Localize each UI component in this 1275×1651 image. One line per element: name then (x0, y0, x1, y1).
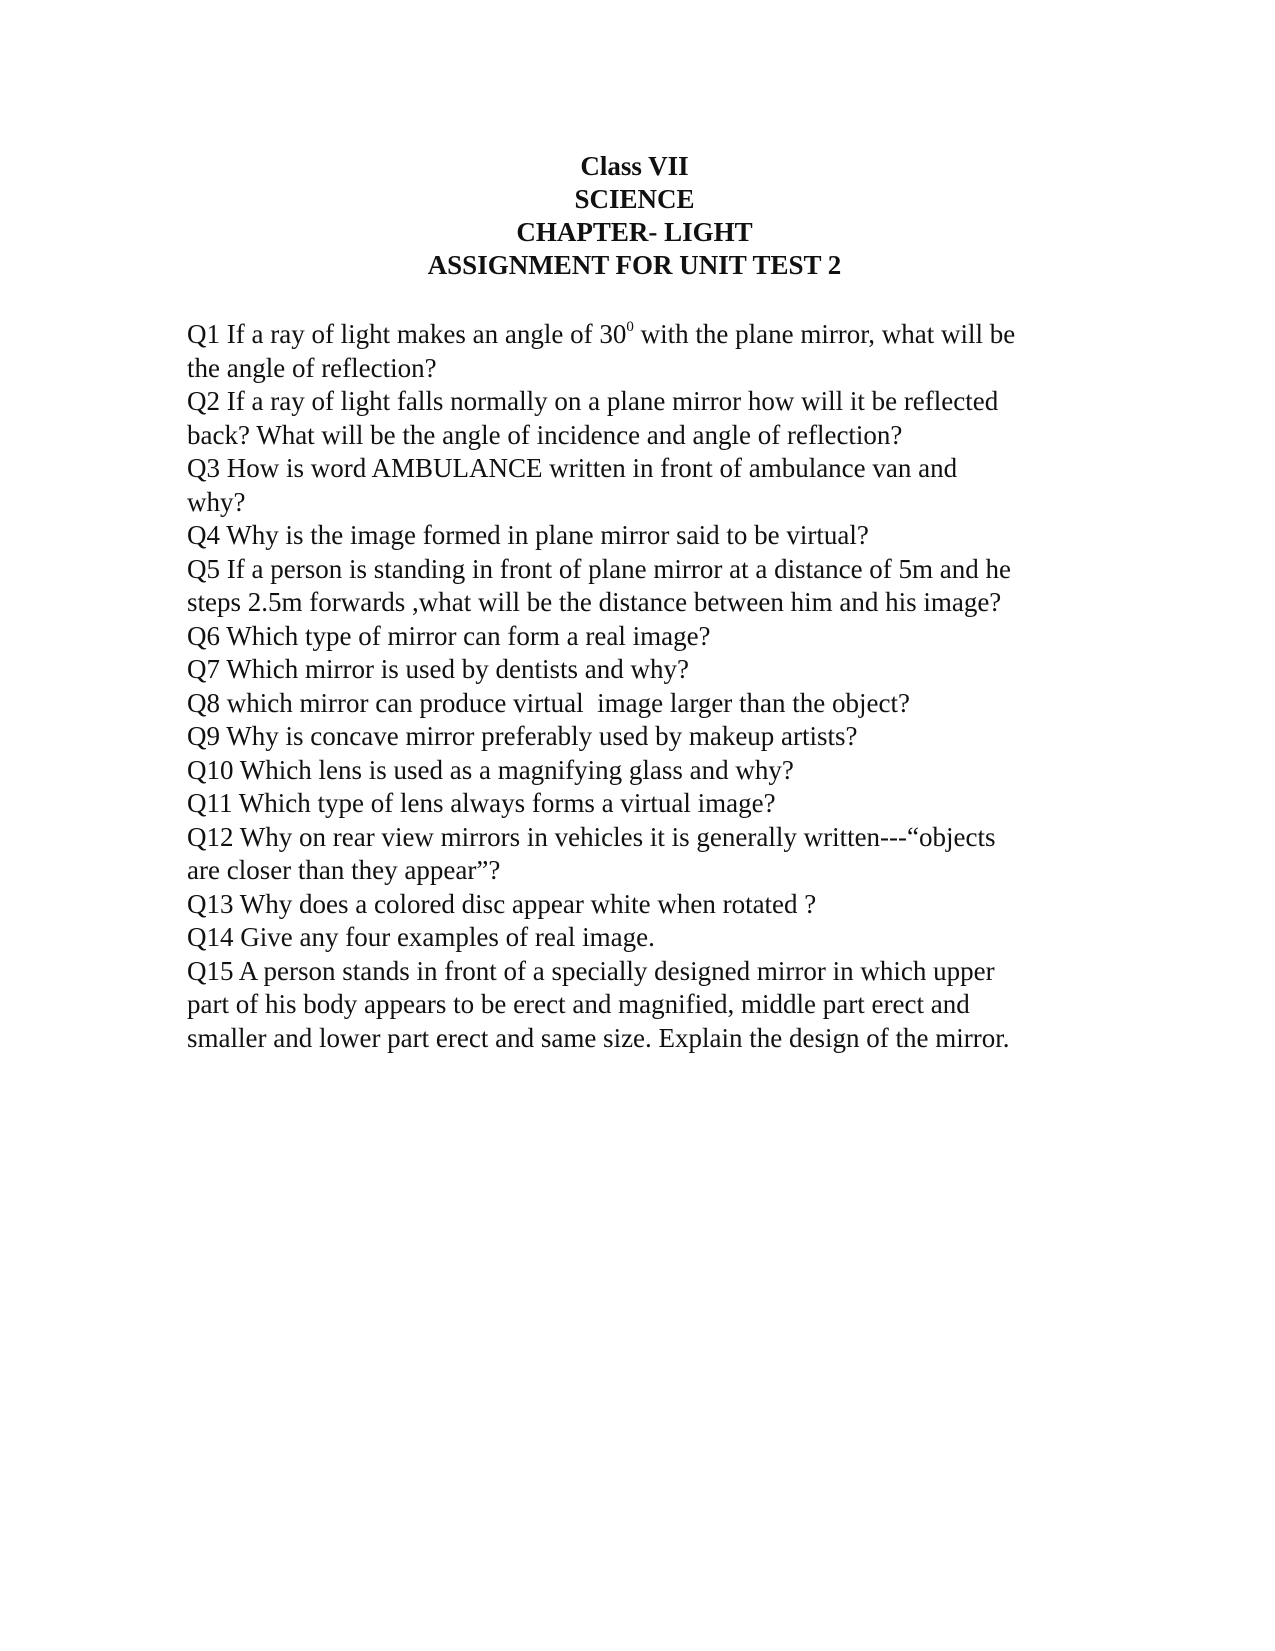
question-q1-line-2: the angle of reflection? (187, 352, 437, 383)
question-q15-line-3: smaller and lower part erect and same size. Explain the design of the mirror. (187, 1022, 1010, 1053)
question-q7-line-1: Q7 Which mirror is used by dentists and why? (187, 654, 689, 684)
question-q2-line-1: Q2 If a ray of light falls normally on a plane mirror how will it be reflected (187, 386, 999, 416)
question-q9 (187, 720, 1087, 754)
question-q8-line-1: Q8 which mirror can produce virtual image larger than the object? (187, 687, 910, 718)
question-q1-line-1 (187, 318, 1087, 352)
question-q15-line-2: part of his body appears to be erect and magnified, middle part erect and (187, 989, 970, 1019)
subject-heading: SCIENCE (574, 184, 695, 214)
question-q5 (187, 553, 1087, 620)
question-q6 (187, 620, 1087, 654)
question-q7 (187, 653, 1087, 687)
question-q9-line-1: Q9 Why is concave mirror preferably used by makeup artists? (187, 721, 858, 751)
document-header (0, 150, 1275, 282)
question-q13-line-1: Q13 Why does a colored disc appear white when rotated ? (187, 888, 817, 919)
question-q1 (187, 318, 1087, 385)
question-q5-line-2: steps 2.5m forwards ,what will be the distance between him and his image? (187, 587, 1002, 617)
question-q2-line-2: back? What will be the angle of incidence and angle of reflection? (187, 419, 903, 450)
question-q8 (187, 687, 1087, 721)
question-q15 (187, 955, 1087, 1056)
question-q13 (187, 888, 1087, 922)
degree-superscript: 0 (626, 319, 634, 335)
question-q1-text-end: with the plane mirror, what will be (633, 319, 1016, 349)
question-q10 (187, 754, 1087, 788)
question-q3 (187, 452, 1087, 519)
question-q11 (187, 787, 1087, 821)
question-q12 (187, 821, 1087, 888)
assignment-heading: ASSIGNMENT FOR UNIT TEST 2 (427, 250, 842, 280)
question-q5-line-1: Q5 If a person is standing in front of plane mirror at a distance of 5m and he (187, 553, 1012, 584)
question-q3-line-1: Q3 How is word AMBULANCE written in front of ambulance van and (187, 453, 958, 483)
question-q10-line-1: Q10 Which lens is used as a magnifying glass and why? (187, 754, 794, 785)
question-q11-line-1: Q11 Which type of lens always forms a virtual image? (187, 788, 776, 818)
question-q4-line-1: Q4 Why is the image formed in plane mirror said to be virtual? (187, 520, 869, 550)
question-q12-line-1: Q12 Why on rear view mirrors in vehicles it is generally written---“objects (187, 821, 996, 852)
question-q3-line-2: why? (187, 486, 246, 517)
question-q1-text-start: Q1 If a ray of light makes an angle of 30 (187, 319, 627, 349)
question-list (187, 318, 1087, 1055)
class-heading: Class VII (580, 151, 689, 181)
question-q14-line-1: Q14 Give any four examples of real image. (187, 922, 655, 952)
question-q15-line-1: Q15 A person stands in front of a specially designed mirror in which upper (187, 955, 995, 986)
chapter-heading: CHAPTER- LIGHT (516, 217, 753, 247)
question-q4 (187, 519, 1087, 553)
question-q14 (187, 921, 1087, 955)
question-q6-line-1: Q6 Which type of mirror can form a real image? (187, 620, 711, 651)
question-q2 (187, 385, 1087, 452)
question-q12-line-2: are closer than they appear”? (187, 855, 501, 885)
